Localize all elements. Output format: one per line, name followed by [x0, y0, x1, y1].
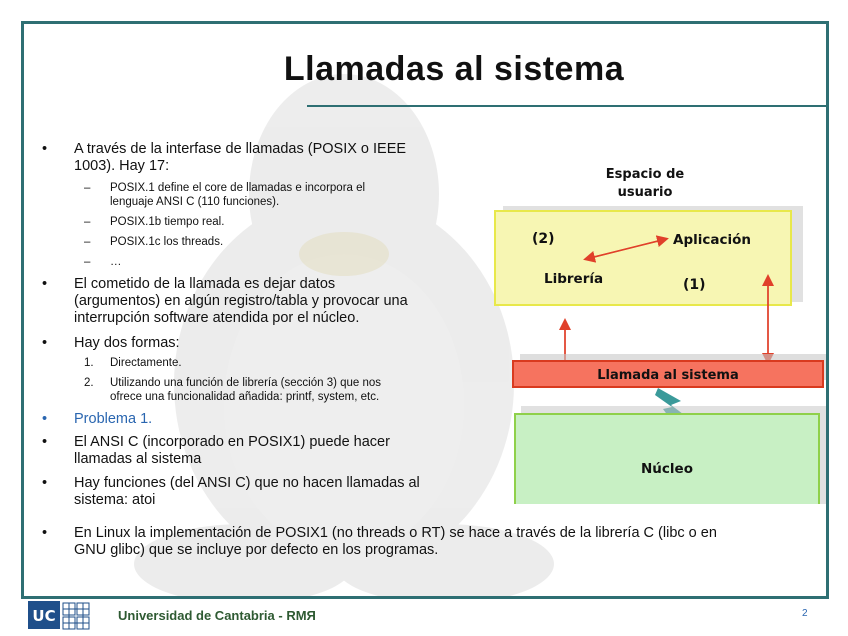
footer	[0, 598, 848, 636]
bullet-marker: •	[42, 475, 48, 491]
bullet-line: (argumentos) en algún registro/tabla y provocar una	[74, 293, 408, 309]
number-marker: 2.	[84, 377, 94, 389]
page-title: Llamadas al sistema	[283, 50, 625, 88]
subitem-posix1	[84, 181, 450, 209]
bullet-marker: •	[42, 525, 48, 541]
bullet-line: El ANSI C (incorporado en POSIX1) puede hacer	[74, 434, 390, 450]
bullet-marker: •	[42, 434, 48, 450]
subitem-line: POSIX.1c los threads.	[110, 236, 224, 248]
subitem-ellipsis	[84, 255, 450, 269]
bullet-line: GNU glibc) que se incluye por defecto en los programas.	[74, 542, 439, 558]
logo-pattern-icon	[63, 603, 89, 629]
application-label: Aplicación	[673, 232, 751, 248]
bullet-linux-implementation	[42, 525, 824, 559]
bullet-two-forms	[42, 335, 474, 352]
bullet-line: sistema: atoi	[74, 492, 156, 508]
dash-marker: –	[84, 236, 91, 248]
bullet-marker: •	[42, 141, 48, 157]
subitem-library-function	[84, 376, 470, 404]
subitem-line: lenguaje ANSI C (110 funciones).	[110, 196, 280, 208]
bullet-line: interrupción software atendida por el núcleo.	[74, 310, 360, 326]
bullet-line: A través de la interfase de llamadas (POSIX o IEEE	[74, 141, 407, 157]
link-label[interactable]: Problema 1.	[74, 411, 153, 427]
subitem-line: Directamente.	[110, 357, 182, 369]
subitem-posix1b	[84, 215, 450, 229]
subitem-direct	[84, 356, 470, 370]
institution-name: Universidad de Cantabria - RMЯ	[118, 608, 316, 623]
user-space-label: Espacio de	[605, 167, 685, 182]
bullet-line: Hay funciones (del ANSI C) que no hacen llamadas al	[74, 475, 420, 491]
bullet-line: En Linux la implementación de POSIX1 (no threads o RT) se hace a través de la librería C (libc o en	[74, 525, 717, 541]
problem-link[interactable]	[42, 411, 474, 428]
subitem-posix1c	[84, 235, 450, 249]
title-underline	[307, 105, 829, 107]
system-call-label: Llamada al sistema	[597, 368, 739, 383]
bullet-marker: •	[42, 335, 48, 351]
dash-marker: –	[84, 216, 91, 228]
dash-marker: –	[84, 256, 91, 268]
dash-marker: –	[84, 182, 91, 194]
bullet-marker: •	[42, 411, 48, 427]
user-space-box	[495, 211, 791, 305]
kernel-box	[515, 414, 819, 504]
bullet-line: llamadas al sistema	[74, 451, 202, 467]
subitem-line: POSIX.1 define el core de llamadas e incorpora el	[110, 182, 366, 194]
marker-2-label: (2)	[532, 231, 555, 247]
page-number: 2	[802, 608, 808, 619]
number-marker: 1.	[84, 357, 94, 369]
slide-frame	[21, 21, 829, 599]
subitem-line: POSIX.1b tiempo real.	[110, 216, 225, 228]
bullet-non-syscall-functions	[42, 475, 484, 509]
bullet-line: El cometido de la llamada es dejar datos	[74, 276, 336, 292]
university-logo	[28, 601, 96, 633]
subitem-line: ofrece una funcionalidad añadida: printf, system, etc.	[110, 391, 380, 403]
subitem-line: Utilizando una función de librería (sección 3) que nos	[110, 377, 382, 389]
marker-1-label: (1)	[683, 277, 706, 293]
bullet-ansi-c	[42, 434, 474, 468]
bullet-call-purpose	[42, 276, 474, 327]
logo-text: UC	[32, 607, 56, 625]
user-space-label: usuario	[617, 185, 673, 200]
kernel-label: Núcleo	[641, 461, 693, 477]
bullet-line: 1003). Hay 17:	[74, 158, 170, 174]
bullet-marker: •	[42, 276, 48, 292]
library-label: Librería	[544, 271, 604, 287]
subitem-line: …	[110, 256, 122, 268]
bullet-posix-interface	[42, 141, 474, 175]
bullet-line: Hay dos formas:	[74, 335, 180, 351]
system-call-diagram	[491, 159, 829, 504]
